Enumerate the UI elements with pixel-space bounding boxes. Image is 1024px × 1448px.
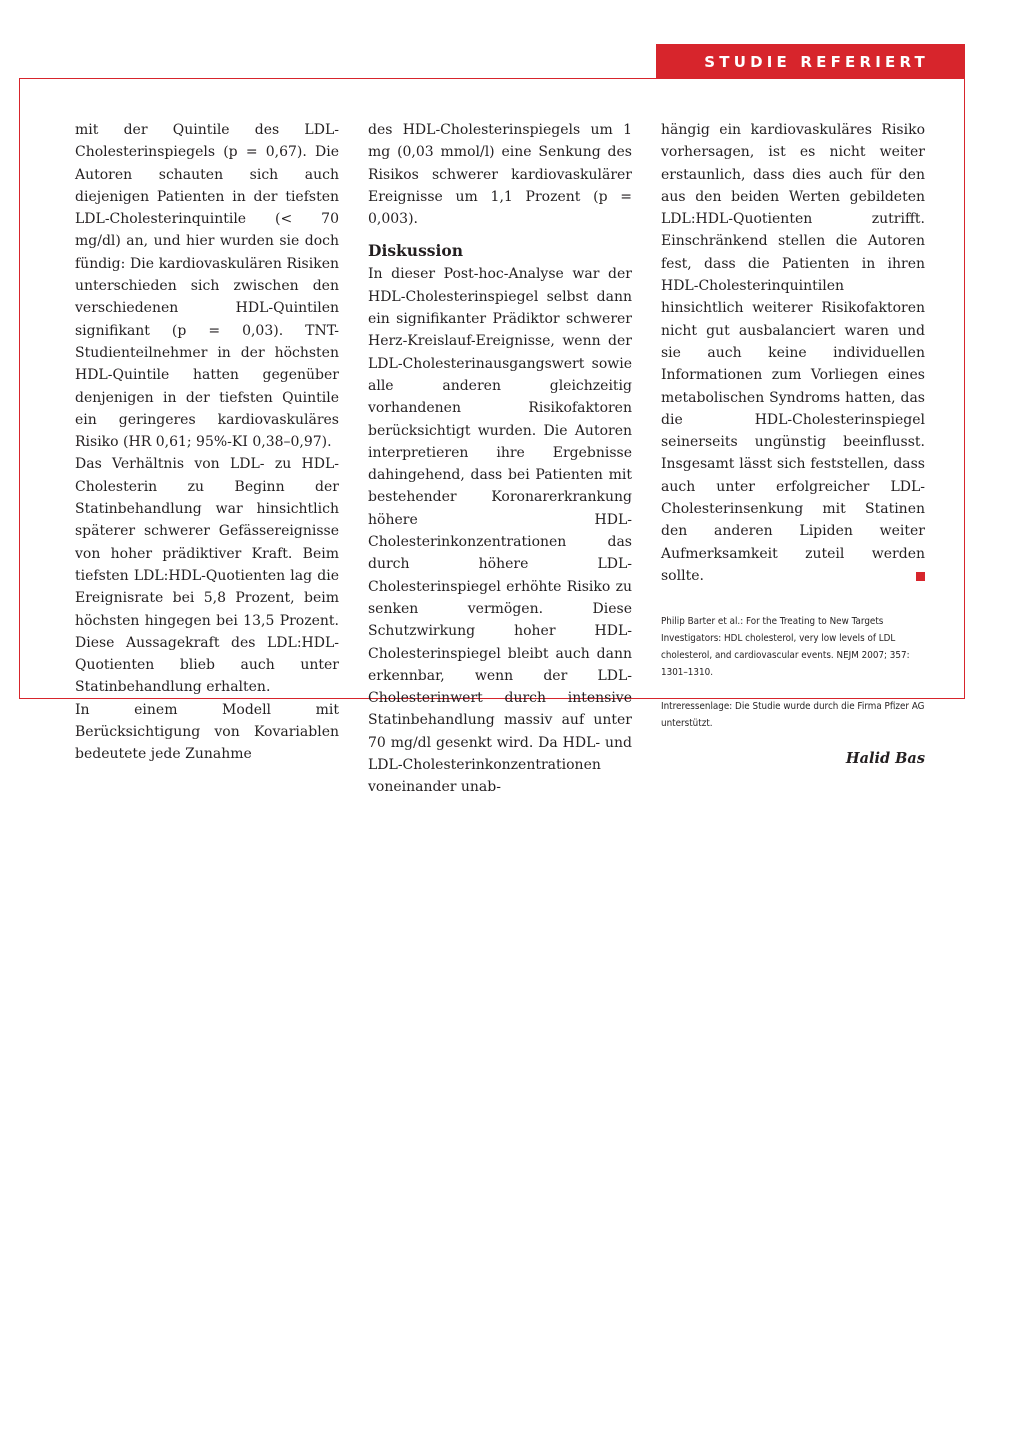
paragraph: In einem Modell mit Berücksichtigung von Kovariablen bedeutete jede Zunahme	[75, 701, 339, 763]
section-label: STUDIE REFERIERT	[656, 44, 965, 79]
paragraph: Das Verhältnis von LDL- zu HDL-Cholesterin zu Beginn der Statinbehandlung war hinsichtlich späterer schwerer Gefässereignisse von hoher prädiktiver Kraft. Beim tiefsten LDL:HDL-Quotienten lag die Ereignisrate bei 5,8 Prozent, beim höchsten hingegen bei 13,5 Prozent. Diese Aussagekraft des LDL:HDL-Quotienten blieb auch unter Statinbehandlung erhalten.	[75, 456, 339, 696]
paragraph: des HDL-Cholesterinspiegels um 1 mg (0,03 mmol/l) eine Senkung des Risikos schwerer kardiovaskulärer Ereignisse um 1,1 Prozent (p = 0,003).	[368, 122, 632, 228]
paragraph: In dieser Post-hoc-Analyse war der HDL-Cholesterinspiegel selbst dann ein signifikanter Prädiktor schwerer Herz-Kreislauf-Ereignisse, wenn der LDL-Cholesterinausgangswert sowie alle anderen gleichzeitig vorhandenen Risikofaktoren berücksichtigt wurden. Die Autoren interpretieren ihre Ergebnisse dahingehend, dass bei Patienten mit bestehender Koronarerkrankung höhere HDL-Cholesterinkonzentrationen das durch höhere LDL-Cholesterinspiegel erhöhte Risiko zu senken vermögen. Diese Schutzwirkung hoher HDL-Cholesterinspiegel bleibt auch dann erkennbar, wenn der LDL-Cholesterinwert durch intensive Statinbehandlung massiv auf unter 70 mg/dl gesenkt wird. Da HDL- und LDL-Cholesterinkonzentrationen voneinander unab-	[368, 266, 632, 796]
article-column-2	[368, 119, 632, 799]
article-column-3	[661, 119, 925, 771]
paragraph	[661, 119, 925, 587]
reference-citation: Philip Barter et al.: For the Treating to New Targets Investigators: HDL cholesterol, very low levels of LDL cholesterol, and cardiovascular events. NEJM 2007; 357: 1301–1310.	[661, 616, 910, 679]
paragraph: mit der Quintile des LDL-Cholesterinspiegels (p = 0,67). Die Autoren schauten sich auch diejenigen Patienten in der tiefsten LDL-Cholesterinquintile (< 70 mg/dl) an, und hier wurden sie doch fündig: Die kardiovaskulären Risiken unterschieden sich zwischen den verschiedenen HDL-Quintilen signifikant (p = 0,03). TNT-Studienteilnehmer in der höchsten HDL-Quintile hatten gegenüber denjenigen in der tiefsten Quintile ein geringeres kardiovaskuläres Risiko (HR 0,61; 95%-KI 0,38–0,97).	[75, 122, 339, 451]
article-column-1	[75, 119, 339, 766]
section-heading: Diskussion	[368, 241, 464, 261]
conflict-of-interest-note: Intreressenlage: Die Studie wurde durch die Firma Pfizer AG unterstützt.	[661, 701, 925, 730]
references	[661, 613, 925, 732]
author-name: Halid Bas	[845, 750, 925, 768]
end-of-article-marker	[916, 572, 925, 581]
paragraph-text: hängig ein kardiovaskuläres Risiko vorhersagen, ist es nicht weiter erstaunlich, dass dies auch für den aus den beiden Werten gebildeten LDL:HDL-Quotienten zutrifft. Einschränkend stellen die Autoren fest, dass die Patienten in ihren HDL-Cholesterinquintilen hinsichtlich weiterer Risikofaktoren nicht gut ausbalanciert waren und sie auch keine individuellen Informationen zum Vorliegen eines metabolischen Syndroms hatten, das die HDL-Cholesterinspiegel seinerseits ungünstig beeinflusst. Insgesamt lässt sich feststellen, dass auch unter erfolgreicher LDL-Cholesterinsenkung mit Statinen den anderen Lipiden weiter Aufmerksamkeit zuteil werden sollte.	[661, 122, 925, 584]
